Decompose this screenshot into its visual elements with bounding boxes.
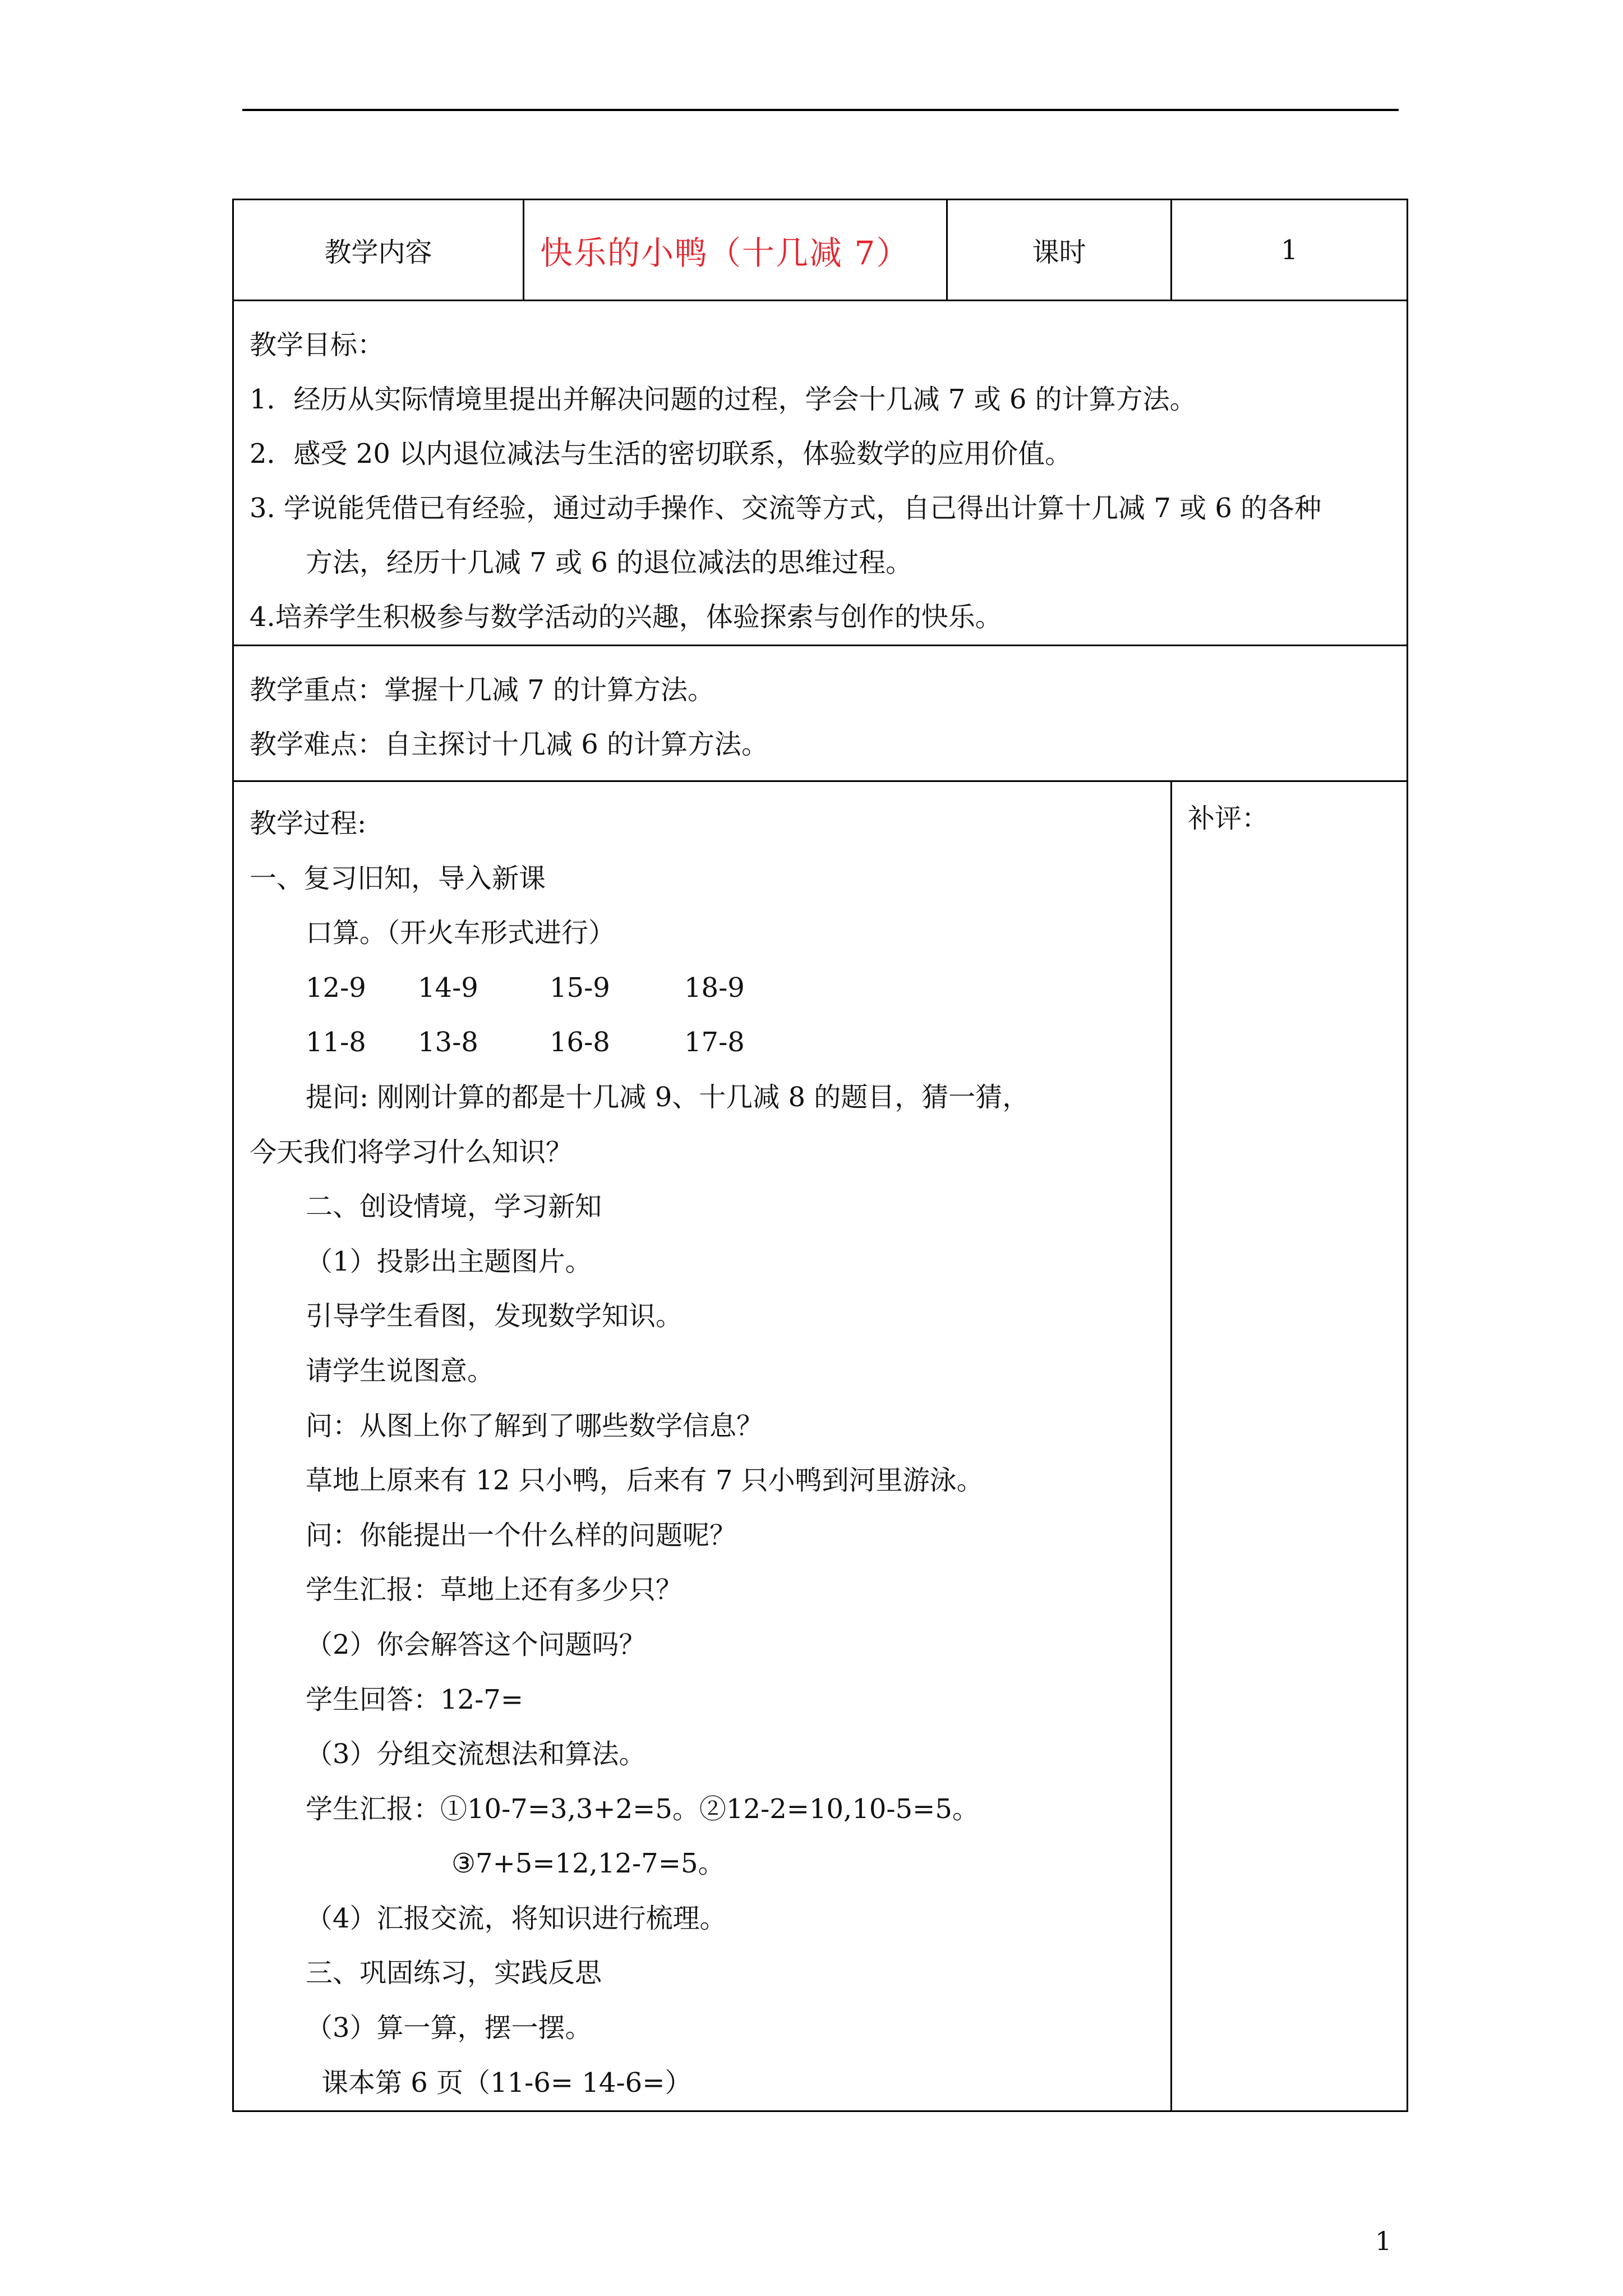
- calc-item: 11-8: [306, 1027, 366, 1059]
- text-line: 引导学生看图，发现数学知识。: [306, 1300, 683, 1332]
- calc-item: 12-9: [306, 972, 366, 1004]
- calc-item: 14-9: [418, 972, 478, 1004]
- key-points-row: [233, 646, 1408, 781]
- step-line: （3）分组交流想法和算法。: [306, 1738, 646, 1770]
- period-value: 1: [1172, 200, 1408, 301]
- section-heading: 一、复习旧知，导入新课: [250, 862, 546, 894]
- text-line: 学生汇报：草地上还有多少只？: [306, 1574, 683, 1606]
- focus-point: 教学重点：掌握十几减 7 的计算方法。: [250, 674, 715, 706]
- section-heading: 三、巩固练习，实践反思: [306, 1957, 602, 1989]
- objectives-heading: 教学目标：: [250, 329, 385, 361]
- section-heading: 二、创设情境，学习新知: [306, 1191, 602, 1223]
- step-line: （3）算一算，摆一摆。: [306, 2012, 592, 2044]
- objective-item: 2．感受 20 以内退位减法与生活的密切联系，体验数学的应用价值。: [250, 438, 1072, 470]
- page-number: 1: [1375, 2226, 1392, 2256]
- calc-item: 16-8: [550, 1027, 610, 1059]
- difficulty-point: 教学难点：自主探讨十几减 6 的计算方法。: [250, 729, 769, 760]
- objective-item-continued: 方法，经历十几减 7 或 6 的退位减法的思维过程。: [306, 547, 913, 578]
- lesson-title: 快乐的小鸭（十几减 7）: [524, 200, 947, 301]
- step-line: （2）你会解答这个问题吗？: [306, 1628, 646, 1660]
- process-heading: 教学过程:: [250, 808, 367, 839]
- text-line: 学生汇报：①10-7=3,3+2=5。②12-2=10,10-5=5。: [306, 1793, 979, 1825]
- calc-row-2: [250, 1015, 1170, 1070]
- objective-item: 1．经历从实际情境里提出并解决问题的过程，学会十几减 7 或 6 的计算方法。: [250, 384, 1197, 415]
- question-line: 提问: 刚刚计算的都是十几减 9、十几减 8 的题目，猜一猜，: [306, 1081, 1030, 1113]
- step-line: （1）投影出主题图片。: [306, 1245, 592, 1277]
- calc-item: 13-8: [418, 1027, 478, 1059]
- process-block: [234, 782, 1170, 2110]
- objective-item: 3. 学说能凭借已有经验，通过动手操作、交流等方式，自己得出计算十几减 7 或 6 的各种: [250, 493, 1322, 524]
- text-line: 请学生说图意。: [306, 1355, 495, 1387]
- text-line: 草地上原来有 12 只小鸭，后来有 7 只小鸭到河里游泳。: [306, 1465, 984, 1497]
- question-line-continued: 今天我们将学习什么知识？: [250, 1136, 573, 1168]
- text-line: ③7+5=12,12-7=5。: [451, 1848, 725, 1880]
- objective-item: 4.培养学生积极参与数学活动的兴趣，体验探索与创作的快乐。: [250, 601, 1002, 633]
- header-rule: [242, 109, 1399, 111]
- text-line: 课本第 6 页（11-6= 14-6=）: [321, 2067, 692, 2099]
- oral-calc: 口算。（开火车形式进行）: [306, 917, 616, 949]
- text-line: 学生回答：12-7=: [306, 1683, 524, 1715]
- process-row: [233, 781, 1408, 2111]
- calc-row-1: [250, 961, 1170, 1016]
- text-line: 问：你能提出一个什么样的问题呢？: [306, 1519, 737, 1551]
- period-label: 课时: [947, 200, 1172, 301]
- objectives-row: [233, 301, 1408, 646]
- key-points-block: [234, 646, 1407, 772]
- objectives-block: [234, 301, 1407, 645]
- lesson-plan-table: [232, 199, 1408, 2112]
- content-label: 教学内容: [233, 200, 524, 301]
- calc-item: 18-9: [684, 972, 745, 1004]
- calc-item: 17-8: [684, 1027, 745, 1059]
- step-line: （4）汇报交流，将知识进行梳理。: [306, 1902, 727, 1934]
- text-line: 问：从图上你了解到了哪些数学信息？: [306, 1410, 764, 1442]
- calc-item: 15-9: [550, 972, 610, 1004]
- comment-label: 补评：: [1188, 803, 1269, 834]
- header-row: [233, 200, 1408, 301]
